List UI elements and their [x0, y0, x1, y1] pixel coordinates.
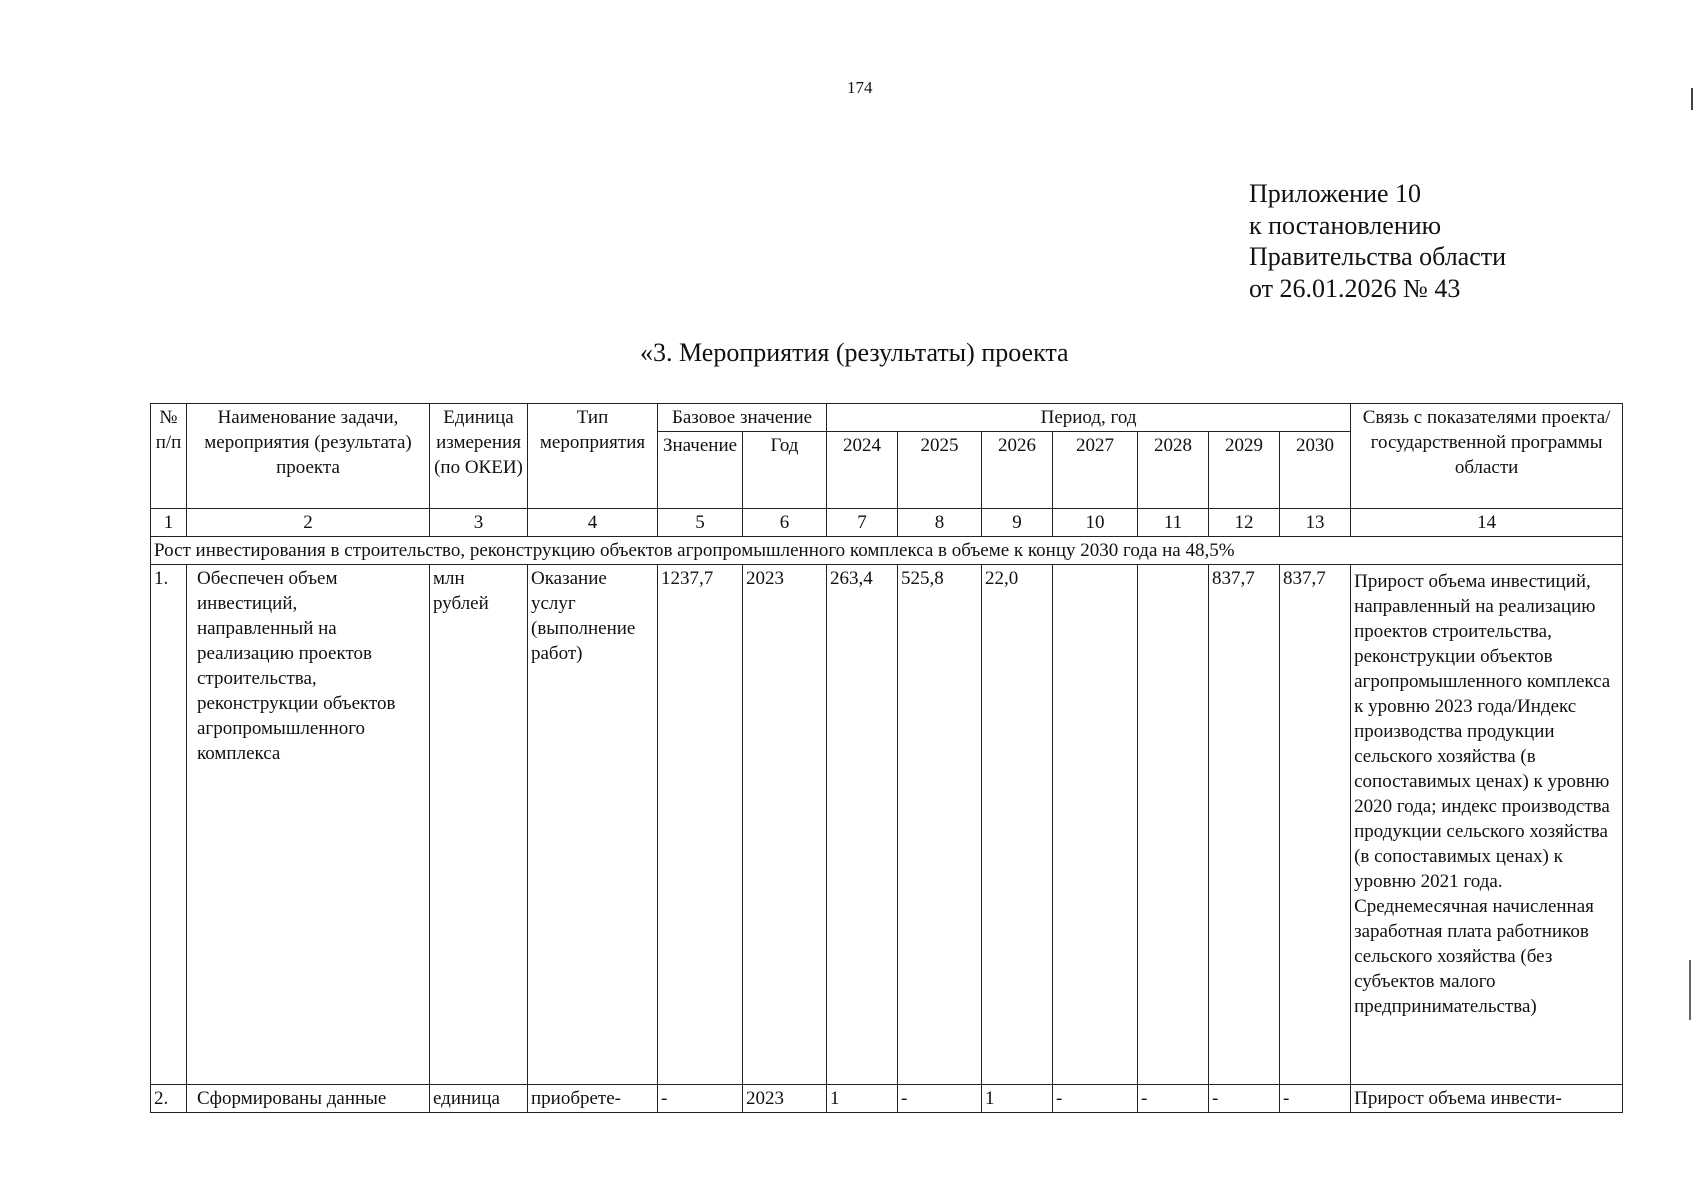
header-type: Тип мероприятия [528, 404, 658, 509]
header-period: Период, год [827, 404, 1351, 432]
row-value-2028: - [1138, 1085, 1209, 1113]
header-row [151, 404, 1623, 432]
row-unit: млн рублей [430, 565, 528, 1085]
header-base-value: Значение [658, 432, 743, 509]
appendix-line: к постановлению [1249, 210, 1442, 240]
column-index: 9 [982, 509, 1053, 537]
table-row [151, 565, 1623, 1085]
section-title: «3. Мероприятия (результаты) проекта [640, 338, 1069, 367]
column-index: 5 [658, 509, 743, 537]
appendix-line: Правительства области [1249, 242, 1507, 271]
row-unit: единица [430, 1085, 528, 1113]
appendix-reference [1249, 178, 1506, 304]
row-value-2025: 525,8 [898, 565, 982, 1085]
row-name: Сформированы данные [187, 1085, 430, 1113]
column-index: 10 [1053, 509, 1138, 537]
column-index: 1 [151, 509, 187, 537]
row-link-cell [1351, 565, 1623, 1085]
appendix-line: от 26.01.2026 № 43 [1249, 273, 1461, 303]
column-index: 8 [898, 509, 982, 537]
column-index: 11 [1138, 509, 1209, 537]
header-unit: Единица измерения (по ОКЕИ) [430, 404, 528, 509]
header-base: Базовое значение [658, 404, 827, 432]
column-index: 6 [743, 509, 827, 537]
row-value-2029: - [1209, 1085, 1280, 1113]
row-link-text: Прирост объема инвести- [1351, 1085, 1623, 1113]
header-year: 2024 [827, 432, 898, 509]
row-base-value: 1237,7 [658, 565, 743, 1085]
edge-scan-mark-lower [1689, 960, 1691, 1020]
row-num: 2. [151, 1085, 187, 1113]
column-index-row [151, 509, 1623, 537]
header-year: 2025 [898, 432, 982, 509]
row-value-2028 [1138, 565, 1209, 1085]
row-base-year: 2023 [743, 1085, 827, 1113]
row-value-2025: - [898, 1085, 982, 1113]
project-activities-table [150, 403, 1623, 1113]
task-row [151, 537, 1623, 565]
row-base-year: 2023 [743, 565, 827, 1085]
row-link-text: Прирост объема инвестиций, направленный на реализацию проектов строительства, реконструкции объектов агропромышленного комплекса к уровню 2023 года/Индекс производства продукции сельского хозяйства (в сопоставимых ценах) к уровню 2020 года; индекс производства продукции сельского хозяйства (в сопоставимых ценах) к уровню 2021 года. [1354, 571, 1611, 892]
row-value-2029: 837,7 [1209, 565, 1280, 1085]
task-title: Рост инвестирования в строительство, реконструкцию объектов агропромышленного комплекса в объеме к концу 2030 года на 48,5% [151, 537, 1623, 565]
row-type: приобрете- [528, 1085, 658, 1113]
column-index: 2 [187, 509, 430, 537]
column-index: 13 [1280, 509, 1351, 537]
row-name: Обеспечен объем инвестиций, направленный на реализацию проектов строительства, реконструкции объектов агропромышленного комплекса [187, 565, 430, 1085]
header-base-year: Год [743, 432, 827, 509]
header-year: 2030 [1280, 432, 1351, 509]
row-type: Оказание услуг (выполнение работ) [528, 565, 658, 1085]
appendix-line: Приложение 10 [1249, 179, 1422, 208]
header-link: Связь с показателями проекта/государственной программы области [1351, 404, 1623, 509]
table-row [151, 1085, 1623, 1113]
column-index: 14 [1351, 509, 1623, 537]
row-value-2027 [1053, 565, 1138, 1085]
row-value-2027: - [1053, 1085, 1138, 1113]
row-num: 1. [151, 565, 187, 1085]
header-year: 2028 [1138, 432, 1209, 509]
row-base-value: - [658, 1085, 743, 1113]
row-value-2024: 263,4 [827, 565, 898, 1085]
header-year: 2026 [982, 432, 1053, 509]
column-index: 7 [827, 509, 898, 537]
row-value-2024: 1 [827, 1085, 898, 1113]
row-value-2030: - [1280, 1085, 1351, 1113]
edge-scan-mark [1691, 88, 1693, 110]
page-number: 174 [847, 78, 873, 97]
header-name: Наименование задачи, мероприятия (результата) проекта [187, 404, 430, 509]
column-index: 12 [1209, 509, 1280, 537]
header-year: 2029 [1209, 432, 1280, 509]
row-value-2026: 1 [982, 1085, 1053, 1113]
row-link-text: Среднемесячная начисленная заработная плата работников сельского хозяйства (без субъектов малого предпринимательства) [1354, 896, 1594, 1017]
header-num: № п/п [151, 404, 187, 509]
column-index: 3 [430, 509, 528, 537]
header-year: 2027 [1053, 432, 1138, 509]
row-value-2030: 837,7 [1280, 565, 1351, 1085]
column-index: 4 [528, 509, 658, 537]
row-value-2026: 22,0 [982, 565, 1053, 1085]
